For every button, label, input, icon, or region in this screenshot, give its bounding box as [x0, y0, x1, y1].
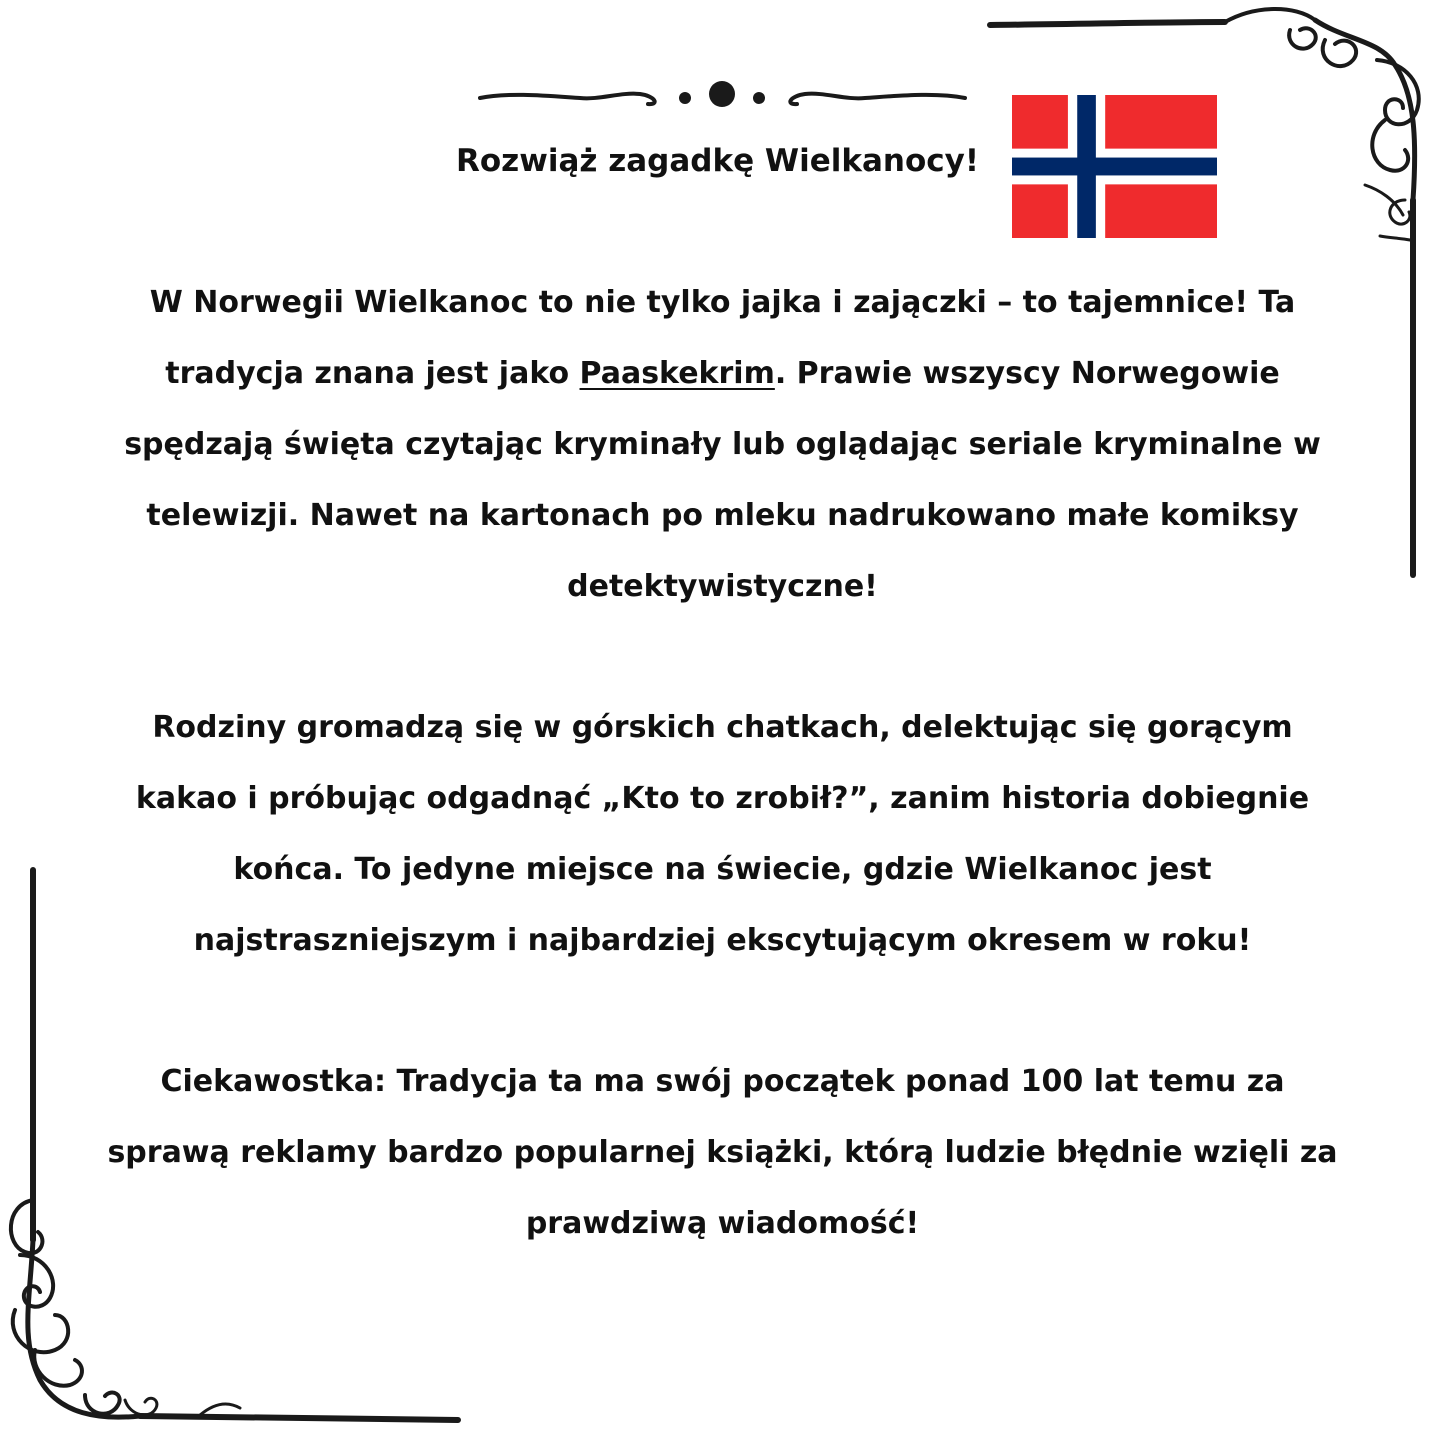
paragraph3-line2: sprawą reklamy bardzo popularnej książki, którą ludzie błędnie wzięli za [107, 1135, 1338, 1170]
paragraph1-line3: spędzają święta czytając kryminały lub oglądając seriale kryminalne w [124, 427, 1321, 462]
paragraph2-line2: kakao i próbując odgadnąć „Kto to zrobił?”, zanim historia dobiegnie [135, 781, 1310, 816]
paragraph-fun-fact [70, 1046, 1375, 1259]
norway-flag-icon [1012, 95, 1217, 238]
paragraph-mountain-cabins [70, 692, 1375, 976]
paragraph2-line3: końca. To jedyne miejsce na świecie, gdzie Wielkanoc jest [233, 852, 1212, 887]
page-title: Rozwiąż zagadkę Wielkanocy! [455, 143, 980, 179]
paragraph-paaskekrim-intro [70, 267, 1375, 622]
paragraph1-line2-before: tradycja znana jest jako [165, 356, 580, 391]
paragraph1-line1: W Norwegii Wielkanoc to nie tylko jajka i zajączki – to tajemnice! Ta [149, 285, 1296, 320]
paragraph1-line2-after: . Prawie wszyscy Norwegowie [774, 356, 1280, 391]
title-divider-ornament [470, 70, 975, 120]
paragraph1-line2 [70, 338, 1375, 409]
paragraph3-line1: Ciekawostka: Tradycja ta ma swój początek ponad 100 lat temu za [160, 1064, 1285, 1099]
paragraph1-line5: detektywistyczne! [567, 569, 878, 604]
paragraph2-line4: najstraszniejszym i najbardziej ekscytującym okresem w roku! [193, 923, 1252, 958]
paaskekrim-term: Paaskekrim [579, 356, 775, 391]
paragraph1-line4: telewizji. Nawet na kartonach po mleku nadrukowano małe komiksy [146, 498, 1299, 533]
paragraph2-line1: Rodziny gromadzą się w górskich chatkach, delektując się gorącym [152, 710, 1293, 745]
paragraph3-line3: prawdziwą wiadomość! [525, 1206, 920, 1241]
